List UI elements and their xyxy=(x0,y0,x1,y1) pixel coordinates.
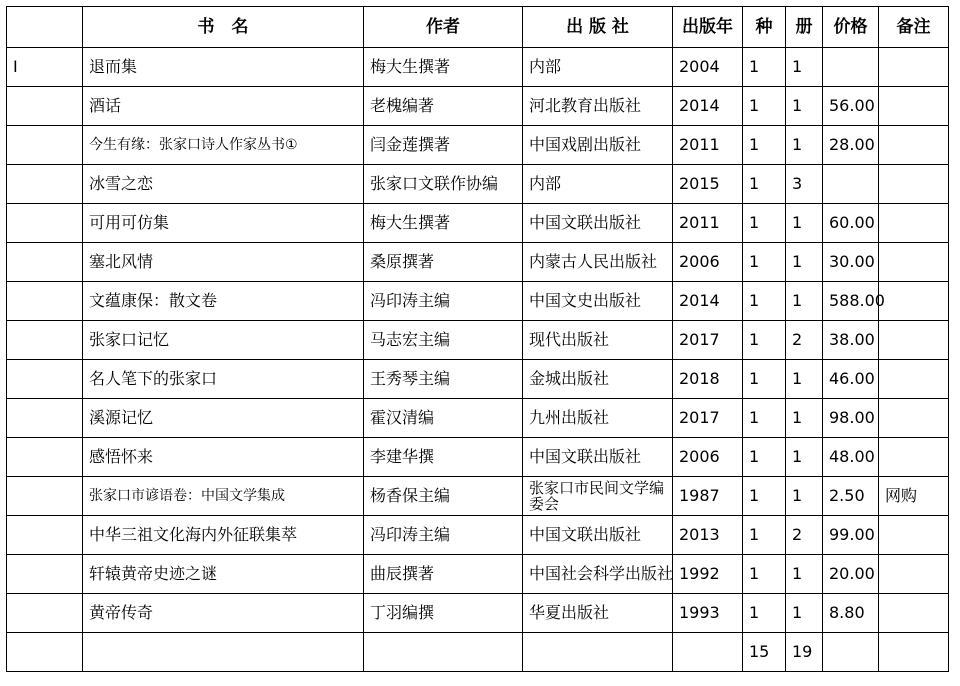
book-note xyxy=(879,126,949,165)
book-publisher: 中国文联出版社 xyxy=(523,516,673,555)
publish-year: 2018 xyxy=(673,360,743,399)
book-price: 56.00 xyxy=(823,87,879,126)
header-year: 出版年 xyxy=(673,7,743,48)
book-author: 梅大生撰著 xyxy=(364,204,523,243)
header-publisher: 出 版 社 xyxy=(523,7,673,48)
row-index xyxy=(7,321,83,360)
book-note xyxy=(879,48,949,87)
volume-count: 1 xyxy=(786,243,823,282)
header-note: 备注 xyxy=(879,7,949,48)
volume-count: 3 xyxy=(786,165,823,204)
kind-count: 1 xyxy=(743,126,786,165)
totals-empty xyxy=(364,633,523,672)
book-title: 今生有缘：张家口诗人作家丛书① xyxy=(83,126,364,165)
book-title: 酒话 xyxy=(83,87,364,126)
table-row xyxy=(7,555,949,594)
row-index xyxy=(7,282,83,321)
book-publisher: 河北教育出版社 xyxy=(523,87,673,126)
book-title: 名人笔下的张家口 xyxy=(83,360,364,399)
book-price: 48.00 xyxy=(823,438,879,477)
table-row xyxy=(7,360,949,399)
row-index: I xyxy=(7,48,83,87)
book-catalog-table xyxy=(6,6,949,672)
volume-count: 1 xyxy=(786,282,823,321)
table-row xyxy=(7,594,949,633)
book-note xyxy=(879,165,949,204)
book-publisher: 内部 xyxy=(523,48,673,87)
book-title: 轩辕黄帝史迹之谜 xyxy=(83,555,364,594)
book-title: 溪源记忆 xyxy=(83,399,364,438)
book-author: 李建华撰 xyxy=(364,438,523,477)
book-price: 28.00 xyxy=(823,126,879,165)
table-row xyxy=(7,243,949,282)
book-publisher: 中国社会科学出版社 xyxy=(523,555,673,594)
volume-count: 1 xyxy=(786,204,823,243)
book-note xyxy=(879,321,949,360)
book-author: 老槐编著 xyxy=(364,87,523,126)
row-index xyxy=(7,555,83,594)
book-note xyxy=(879,87,949,126)
book-note xyxy=(879,282,949,321)
book-publisher: 中国文联出版社 xyxy=(523,204,673,243)
book-author: 霍汉清编 xyxy=(364,399,523,438)
kind-count: 1 xyxy=(743,282,786,321)
kind-count: 1 xyxy=(743,165,786,204)
header-author: 作者 xyxy=(364,7,523,48)
publish-year: 2014 xyxy=(673,282,743,321)
book-publisher: 中国文史出版社 xyxy=(523,282,673,321)
book-publisher: 现代出版社 xyxy=(523,321,673,360)
book-note xyxy=(879,555,949,594)
book-price: 8.80 xyxy=(823,594,879,633)
book-title: 黄帝传奇 xyxy=(83,594,364,633)
publish-year: 2015 xyxy=(673,165,743,204)
header-volumes: 册 xyxy=(786,7,823,48)
book-note xyxy=(879,399,949,438)
row-index xyxy=(7,516,83,555)
total-volumes: 19 xyxy=(786,633,823,672)
book-price: 588.00 xyxy=(823,282,879,321)
publish-year: 2004 xyxy=(673,48,743,87)
row-index xyxy=(7,360,83,399)
book-price xyxy=(823,165,879,204)
book-title: 可用可仿集 xyxy=(83,204,364,243)
totals-empty xyxy=(523,633,673,672)
table-row xyxy=(7,438,949,477)
book-price: 99.00 xyxy=(823,516,879,555)
table-row xyxy=(7,165,949,204)
volume-count: 1 xyxy=(786,399,823,438)
book-author: 丁羽编撰 xyxy=(364,594,523,633)
table-row xyxy=(7,204,949,243)
book-price: 2.50 xyxy=(823,477,879,516)
volume-count: 1 xyxy=(786,126,823,165)
table-row xyxy=(7,87,949,126)
volume-count: 1 xyxy=(786,477,823,516)
book-note xyxy=(879,516,949,555)
row-index xyxy=(7,204,83,243)
header-kinds: 种 xyxy=(743,7,786,48)
publish-year: 2006 xyxy=(673,243,743,282)
table-row xyxy=(7,477,949,516)
book-publisher: 张家口市民间文学编委会 xyxy=(523,477,673,516)
row-index xyxy=(7,87,83,126)
volume-count: 1 xyxy=(786,48,823,87)
book-author: 马志宏主编 xyxy=(364,321,523,360)
book-note xyxy=(879,438,949,477)
book-note xyxy=(879,360,949,399)
book-note xyxy=(879,204,949,243)
volume-count: 1 xyxy=(786,438,823,477)
book-author: 冯印涛主编 xyxy=(364,516,523,555)
book-publisher: 九州出版社 xyxy=(523,399,673,438)
publish-year: 2014 xyxy=(673,87,743,126)
totals-empty xyxy=(879,633,949,672)
book-author: 梅大生撰著 xyxy=(364,48,523,87)
book-publisher: 内部 xyxy=(523,165,673,204)
book-author: 张家口文联作协编 xyxy=(364,165,523,204)
kind-count: 1 xyxy=(743,204,786,243)
row-index xyxy=(7,243,83,282)
row-index xyxy=(7,438,83,477)
header-price: 价格 xyxy=(823,7,879,48)
publish-year: 2011 xyxy=(673,204,743,243)
kind-count: 1 xyxy=(743,360,786,399)
kind-count: 1 xyxy=(743,399,786,438)
header-row xyxy=(7,7,949,48)
book-author: 王秀琴主编 xyxy=(364,360,523,399)
row-index xyxy=(7,477,83,516)
totals-empty xyxy=(7,633,83,672)
kind-count: 1 xyxy=(743,516,786,555)
kind-count: 1 xyxy=(743,594,786,633)
kind-count: 1 xyxy=(743,555,786,594)
table-row xyxy=(7,48,949,87)
kind-count: 1 xyxy=(743,87,786,126)
book-price: 20.00 xyxy=(823,555,879,594)
totals-empty xyxy=(673,633,743,672)
book-title: 退而集 xyxy=(83,48,364,87)
table-row xyxy=(7,282,949,321)
volume-count: 1 xyxy=(786,87,823,126)
book-price: 98.00 xyxy=(823,399,879,438)
book-price: 30.00 xyxy=(823,243,879,282)
book-title: 张家口市谚语卷：中国文学集成 xyxy=(83,477,364,516)
book-author: 桑原撰著 xyxy=(364,243,523,282)
book-price xyxy=(823,48,879,87)
volume-count: 1 xyxy=(786,555,823,594)
book-author: 杨香保主编 xyxy=(364,477,523,516)
book-title: 感悟怀来 xyxy=(83,438,364,477)
table-row xyxy=(7,516,949,555)
kind-count: 1 xyxy=(743,243,786,282)
publish-year: 1993 xyxy=(673,594,743,633)
publish-year: 1987 xyxy=(673,477,743,516)
table-row xyxy=(7,321,949,360)
row-index xyxy=(7,594,83,633)
row-index xyxy=(7,126,83,165)
totals-empty xyxy=(83,633,364,672)
book-note xyxy=(879,243,949,282)
book-note: 网购 xyxy=(879,477,949,516)
book-title: 中华三祖文化海内外征联集萃 xyxy=(83,516,364,555)
book-price: 60.00 xyxy=(823,204,879,243)
table-row xyxy=(7,399,949,438)
volume-count: 1 xyxy=(786,360,823,399)
volume-count: 2 xyxy=(786,321,823,360)
header-title: 书 名 xyxy=(83,7,364,48)
book-title: 文蕴康保：散文卷 xyxy=(83,282,364,321)
book-author: 闫金莲撰著 xyxy=(364,126,523,165)
kind-count: 1 xyxy=(743,477,786,516)
book-title: 塞北风情 xyxy=(83,243,364,282)
total-kinds: 15 xyxy=(743,633,786,672)
book-title: 张家口记忆 xyxy=(83,321,364,360)
kind-count: 1 xyxy=(743,438,786,477)
volume-count: 1 xyxy=(786,594,823,633)
book-author: 冯印涛主编 xyxy=(364,282,523,321)
book-publisher: 内蒙古人民出版社 xyxy=(523,243,673,282)
totals-empty xyxy=(823,633,879,672)
totals-row xyxy=(7,633,949,672)
book-title: 冰雪之恋 xyxy=(83,165,364,204)
book-author: 曲辰撰著 xyxy=(364,555,523,594)
kind-count: 1 xyxy=(743,321,786,360)
publish-year: 2011 xyxy=(673,126,743,165)
publish-year: 2017 xyxy=(673,321,743,360)
header-index xyxy=(7,7,83,48)
kind-count: 1 xyxy=(743,48,786,87)
book-publisher: 华夏出版社 xyxy=(523,594,673,633)
publish-year: 2017 xyxy=(673,399,743,438)
volume-count: 2 xyxy=(786,516,823,555)
book-publisher: 中国文联出版社 xyxy=(523,438,673,477)
row-index xyxy=(7,165,83,204)
table-row xyxy=(7,126,949,165)
publish-year: 2013 xyxy=(673,516,743,555)
book-price: 46.00 xyxy=(823,360,879,399)
publish-year: 2006 xyxy=(673,438,743,477)
row-index xyxy=(7,399,83,438)
book-note xyxy=(879,594,949,633)
book-price: 38.00 xyxy=(823,321,879,360)
book-publisher: 中国戏剧出版社 xyxy=(523,126,673,165)
publish-year: 1992 xyxy=(673,555,743,594)
book-publisher: 金城出版社 xyxy=(523,360,673,399)
